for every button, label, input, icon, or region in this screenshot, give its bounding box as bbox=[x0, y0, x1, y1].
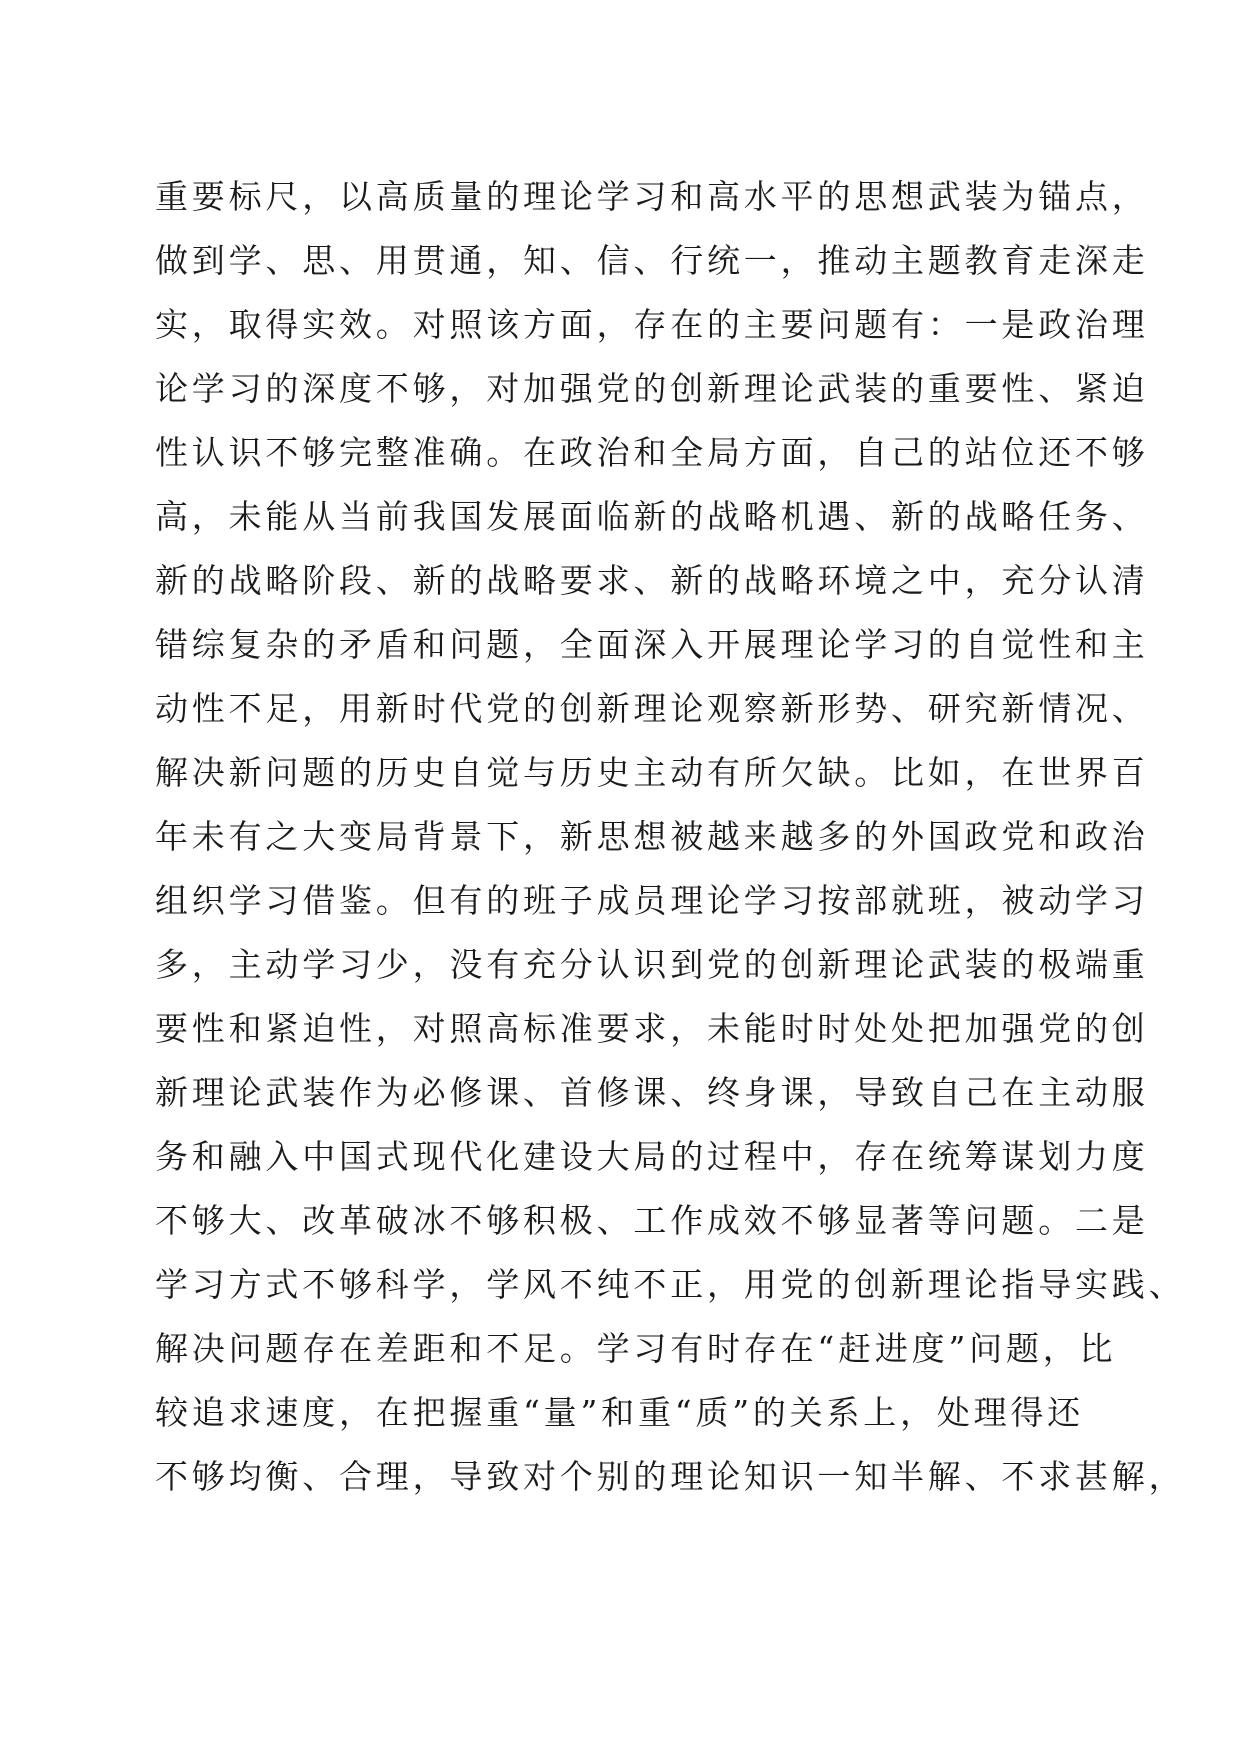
text-line: 动性不足，用新时代党的创新理论观察新形势、研究新情况、 bbox=[155, 689, 1149, 728]
text-line: 论学习的深度不够，对加强党的创新理论武装的重要性、紧迫 bbox=[155, 369, 1149, 408]
text-line: 不够大、改革破冰不够积极、工作成效不够显著等问题。二是 bbox=[155, 1201, 1149, 1240]
text-line: 要性和紧迫性，对照高标准要求，未能时时处处把加强党的创 bbox=[155, 1009, 1149, 1048]
text-line: 解决新问题的历史自觉与历史主动有所欠缺。比如，在世界百 bbox=[155, 753, 1149, 792]
text-line: 性认识不够完整准确。在政治和全局方面，自己的站位还不够 bbox=[155, 433, 1149, 472]
text-line: 多，主动学习少，没有充分认识到党的创新理论武装的极端重 bbox=[155, 945, 1149, 984]
text-line: 高，未能从当前我国发展面临新的战略机遇、新的战略任务、 bbox=[155, 497, 1149, 536]
document-body bbox=[155, 165, 1186, 1509]
text-line: 重要标尺，以高质量的理论学习和高水平的思想武装为锚点， bbox=[155, 177, 1149, 216]
text-line: 解决问题存在差距和不足。学习有时存在“赶进度”问题，比 bbox=[155, 1329, 1117, 1368]
text-line: 学习方式不够科学，学风不纯不正，用党的创新理论指导实践、 bbox=[155, 1265, 1186, 1304]
text-line: 错综复杂的矛盾和问题，全面深入开展理论学习的自觉性和主 bbox=[155, 625, 1149, 664]
text-line: 不够均衡、合理，导致对个别的理论知识一知半解、不求甚解， bbox=[155, 1457, 1186, 1496]
text-line: 新的战略阶段、新的战略要求、新的战略环境之中，充分认清 bbox=[155, 561, 1149, 600]
text-line: 年未有之大变局背景下，新思想被越来越多的外国政党和政治 bbox=[155, 817, 1149, 856]
text-line: 实，取得实效。对照该方面，存在的主要问题有：一是政治理 bbox=[155, 305, 1149, 344]
text-line: 务和融入中国式现代化建设大局的过程中，存在统筹谋划力度 bbox=[155, 1137, 1149, 1176]
text-line: 新理论武装作为必修课、首修课、终身课，导致自己在主动服 bbox=[155, 1073, 1149, 1112]
text-line: 较追求速度，在把握重“量”和重“质”的关系上，处理得还 bbox=[155, 1393, 1085, 1432]
text-line: 组织学习借鉴。但有的班子成员理论学习按部就班，被动学习 bbox=[155, 881, 1149, 920]
text-line: 做到学、思、用贯通，知、信、行统一，推动主题教育走深走 bbox=[155, 241, 1149, 280]
